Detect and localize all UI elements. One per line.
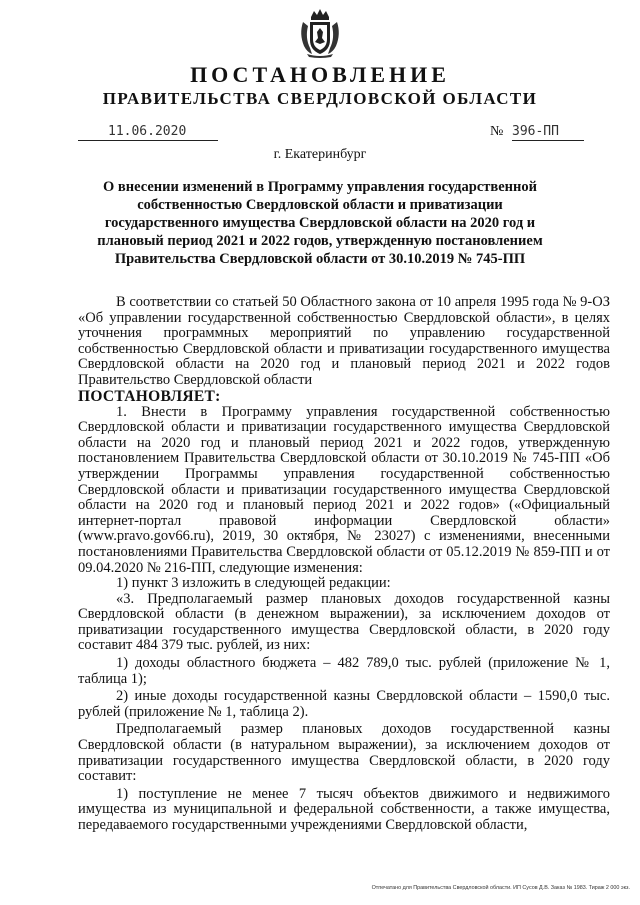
print-footer: Отпечатано для Правительства Свердловской области. ИП Сусов Д.В. Заказ № 1983. Тираж 2 000 экз. <box>371 885 630 891</box>
document-heading: О внесении изменений в Программу управления государственной собственностью Свердловской области и приватизации государственного имущества Свердловской области на 2020 год и плановый период 2021 и 2022 годов, утвержденную постановлением Правительства Свердловской области от 30.10.2019 № 745-ПП <box>97 179 543 267</box>
document-body <box>78 295 610 834</box>
item-1-paragraph: 1. Внести в Программу управления государственной собственностью Свердловской области и приватизации государственного имущества Свердловской области на 2020 год и плановый период 2021 и 2022 годов, утвержденную постановлением Правительства Свердловской области от 30.10.2019 № 745-ПП «Об утверждении Программы управления государственной собственностью Свердловской области и приватизации государственного имущества Свердловской области на 2020 год и плановый период 2021 и 2022 годов» («Официальный интернет-портал правовой информации Свердловской области» (www.pravo.gov66.ru), 2019, 30 октября, № 23027) с изменениями, внесенными постановлениями Правительства Свердловской области от 05.12.2019 № 859-ПП и от 09.04.2020 № 216-ПП, следующие изменения: <box>78 403 610 576</box>
natural-income-paragraph: Предполагаемый размер плановых доходов государственной казны Свердловской области (в натуральном выражении), за исключением доходов от приватизации государственного имущества Свердловской области, в 2020 году составит: <box>78 721 610 785</box>
number-underline <box>512 140 584 141</box>
preamble-paragraph: В соответствии со статьей 50 Областного закона от 10 апреля 1995 года № 9-ОЗ «Об управлении государственной собственностью Свердловской области», в целях уточнения программных мероприятий по управлению государственной собственностью Свердловской области и приватизации государственного имущества Свердловской области на 2020 год и плановый период 2021 и 2022 годов Правительство Свердловской области <box>78 294 610 388</box>
point-3-paragraph: «3. Предполагаемый размер плановых доходов государственной казны Свердловской области (в денежном выражении), за исключением доходов от приватизации государственного имущества Свердловской области, в 2020 году составит 484 379 тыс. рублей, из них: <box>78 590 610 654</box>
city: г. Екатеринбург <box>273 147 367 162</box>
number-label: № <box>490 124 504 139</box>
income-subpoint-2: 2) иные доходы государственной казны Свердловской области – 1590,0 тыс. рублей (приложение № 1, таблица 2). <box>78 688 610 720</box>
decree-word: ПОСТАНОВЛЯЕТ: <box>78 387 221 405</box>
income-subpoint-1: 1) доходы областного бюджета – 482 789,0 тыс. рублей (приложение № 1, таблица 1); <box>78 655 610 687</box>
natural-subpoint-1: 1) поступление не менее 7 тысяч объектов движимого и недвижимого имущества из муниципальной и федеральной собственности, а также имущества, передаваемого государственными учреждениями Свердловской области, <box>78 785 610 833</box>
item-1-subpoint-1: 1) пункт 3 изложить в следующей редакции: <box>116 575 391 592</box>
document-title: ПОСТАНОВЛЕНИЕ <box>190 62 450 87</box>
document-date: 11.06.2020 <box>108 124 187 139</box>
coat-of-arms-icon <box>297 8 343 58</box>
document-subtitle: ПРАВИТЕЛЬСТВА СВЕРДЛОВСКОЙ ОБЛАСТИ <box>102 89 538 108</box>
document-number: 396-ПП <box>512 124 559 139</box>
date-underline <box>78 140 218 141</box>
